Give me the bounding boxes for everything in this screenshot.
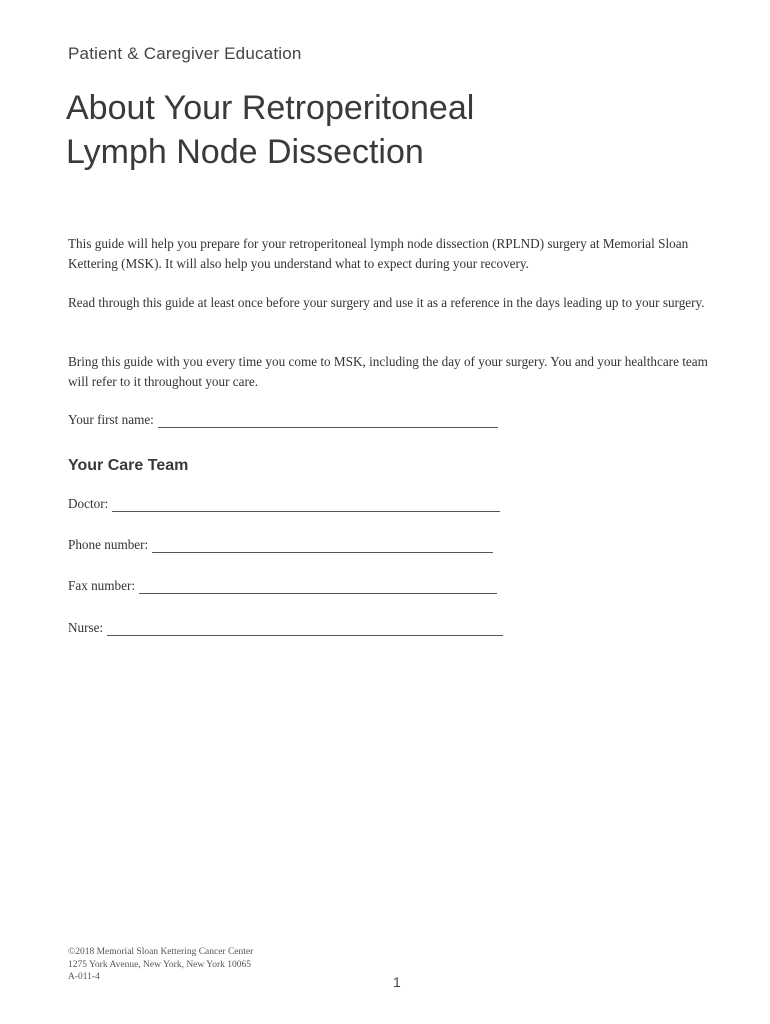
first-name-input[interactable]: [158, 413, 498, 428]
first-name-label: Your first name:: [68, 412, 154, 427]
document-kicker: Patient & Caregiver Education: [68, 44, 302, 63]
doctor-input[interactable]: [112, 497, 500, 512]
fax-number-input[interactable]: [139, 579, 497, 594]
page-title: [66, 86, 474, 174]
nurse-field: [68, 620, 503, 636]
fax-number-label: Fax number:: [68, 578, 136, 593]
nurse-input[interactable]: [107, 621, 503, 636]
title-line-2: Lymph Node Dissection: [66, 133, 424, 171]
first-name-field: [68, 412, 498, 428]
doctor-field: [68, 496, 500, 512]
phone-number-field: [68, 537, 493, 553]
intro-paragraph: This guide will help you prepare for your retroperitoneal lymph node dissection (RPLND) surgery at Memorial Sloan Kettering (MSK). It will also help you understand what to expect during your recovery.: [68, 236, 689, 271]
doctor-label: Doctor:: [68, 496, 109, 511]
address: 1275 York Avenue, New York, New York 10065: [68, 959, 251, 970]
intro-paragraph: Read through this guide at least once before your surgery and use it as a reference in the days leading up to your surgery.: [68, 295, 705, 310]
phone-number-label: Phone number:: [68, 537, 149, 552]
document-code: A-011-4: [68, 972, 100, 982]
phone-number-input[interactable]: [152, 538, 493, 553]
intro-paragraph: Bring this guide with you every time you come to MSK, including the day of your surgery. You and your healthcare team will refer to it throughout your care.: [68, 354, 708, 389]
fax-number-field: [68, 578, 497, 594]
nurse-label: Nurse:: [68, 620, 104, 635]
copyright: ©2018 Memorial Sloan Kettering Cancer Center: [68, 947, 254, 957]
footer: [68, 946, 253, 984]
care-team-heading: Your Care Team: [68, 457, 189, 474]
title-line-1: About Your Retroperitoneal: [66, 89, 475, 127]
page-number: 1: [393, 974, 401, 990]
